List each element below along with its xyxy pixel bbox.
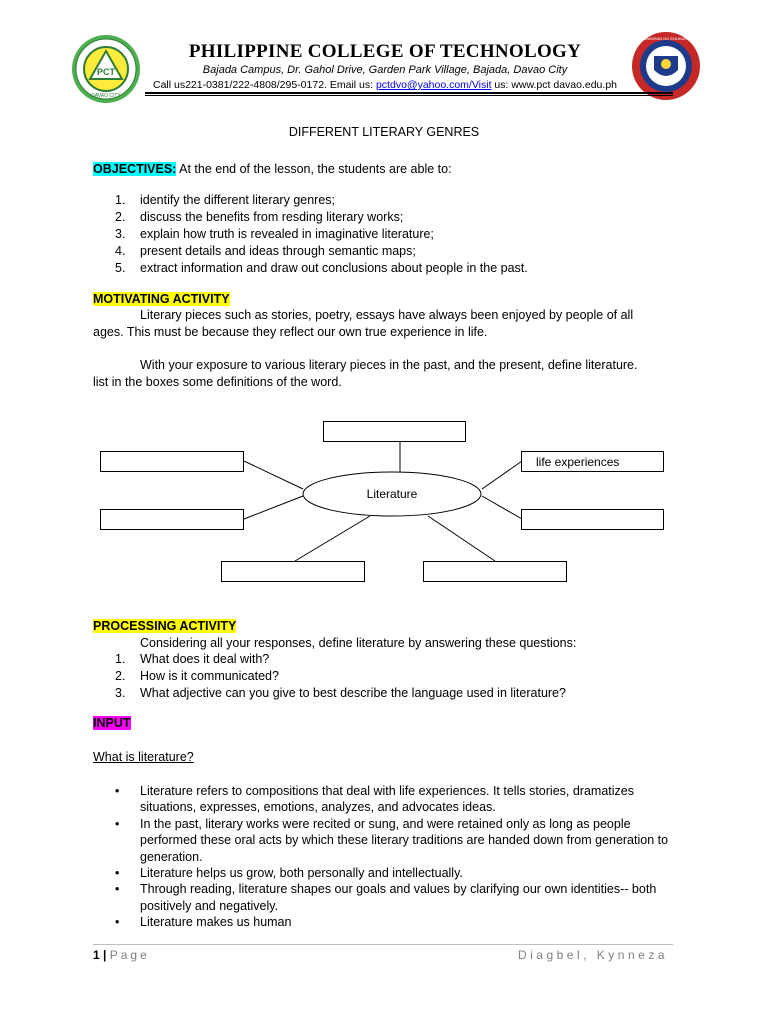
input-question: What is literature? — [93, 750, 194, 764]
footer-rule — [93, 944, 673, 945]
map-box-left-bottom[interactable] — [100, 509, 244, 530]
map-box-left-top[interactable] — [100, 451, 244, 472]
objectives-intro: At the end of the lesson, the students are able to: — [176, 162, 452, 176]
motivating-heading: MOTIVATING ACTIVITY — [93, 292, 230, 306]
list-item: • Literature refers to compositions that deal with life experiences. It tells stories, dramatizes situations, expresses, emotions, analyzes, and advocates ideas. — [115, 784, 634, 815]
motivating-paragraph-1a: Literary pieces such as stories, poetry, essays have always been enjoyed by people of all — [140, 308, 634, 322]
list-item: 4. present details and ideas through semantic maps; — [115, 244, 416, 258]
map-center-label: Literature — [366, 487, 418, 501]
map-box-top[interactable] — [323, 421, 466, 442]
processing-list — [115, 651, 566, 702]
list-item: 2. discuss the benefits from resding literary works; — [115, 210, 404, 224]
list-item: 2. How is it communicated? — [115, 669, 279, 683]
svg-text:DAVAO CITY: DAVAO CITY — [91, 93, 121, 99]
motivating-paragraph-2b: list in the boxes some definitions of the word. — [93, 375, 342, 389]
svg-text:KAGAWARAN NG EDUKASYON: KAGAWARAN NG EDUKASYON — [636, 36, 696, 41]
contact-suffix: us: www.pct davao.edu.ph — [491, 79, 617, 91]
list-item: 1. identify the different literary genres; — [115, 193, 336, 207]
school-name: PHILIPPINE COLLEGE OF TECHNOLOGY — [188, 41, 582, 62]
page-number: 1 | Page — [93, 948, 150, 962]
list-item: • Literature makes us human — [115, 915, 292, 930]
processing-heading: PROCESSING ACTIVITY — [93, 619, 237, 633]
input-bullets — [115, 783, 675, 931]
footer-author: Diagbel, Kynneza — [517, 948, 668, 962]
list-item: 3. What adjective can you give to best describe the language used in literature? — [115, 686, 566, 700]
list-item: 1. What does it deal with? — [115, 652, 270, 666]
email-link[interactable]: pctdvo@yahoo.com/Visit — [375, 79, 492, 91]
motivating-paragraph-2a: With your exposure to various literary pieces in the past, and the present, define literature. — [140, 358, 638, 372]
map-box-text: life experiences — [536, 455, 620, 469]
processing-intro: Considering all your responses, define literature by answering these questions: — [140, 636, 577, 650]
map-box-bottom-left[interactable] — [221, 561, 365, 582]
map-box-right-top[interactable] — [521, 451, 664, 472]
motivating-paragraph-1b: ages. This must be because they reflect our own true experience in life. — [93, 325, 488, 339]
objectives-label: OBJECTIVES: — [93, 162, 177, 176]
list-item: • In the past, literary works were recited or sung, and were retained only as long as people performed these oral acts by which these literary traditions are handed down from generation to generation. — [115, 816, 669, 864]
document-title: DIFFERENT LITERARY GENRES — [288, 125, 480, 139]
svg-text:PCT: PCT — [97, 67, 115, 77]
input-heading: INPUT — [93, 716, 131, 730]
list-item: • Literature helps us grow, both personally and intellectually. — [115, 866, 463, 881]
contact-prefix: Call us221-0381/222-4808/295-0172. Email us: — [152, 79, 376, 91]
map-box-right-bottom[interactable] — [521, 509, 664, 530]
map-box-bottom-right[interactable] — [423, 561, 567, 582]
list-item: • Through reading, literature shapes our goals and values by clarifying our own identities-- both positively and negatively. — [115, 882, 657, 913]
school-address: Bajada Campus, Dr. Gahol Drive, Garden Park Village, Bajada, Davao City — [202, 64, 568, 76]
list-item: 3. explain how truth is revealed in imaginative literature; — [115, 227, 434, 241]
list-item: 5. extract information and draw out conclusions about people in the past. — [115, 261, 528, 275]
